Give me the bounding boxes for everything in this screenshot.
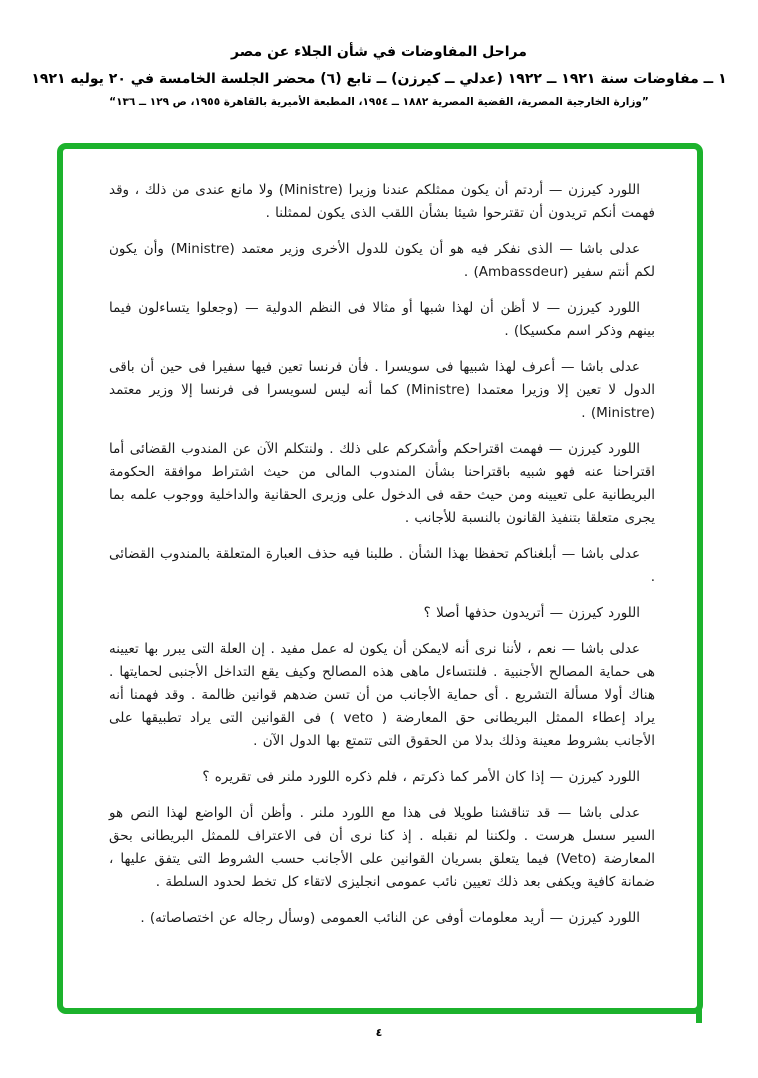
dialogue-paragraph <box>109 238 655 284</box>
dash-separator: — <box>552 241 580 257</box>
dash-separator: — <box>544 605 569 621</box>
dialogue-text: أبلغناكم تحفظا بهذا الشأن . طلبنا فيه حذف العبارة المتعلقة بالمندوب القضائى . <box>109 546 655 585</box>
page-number: ٤ <box>375 1026 383 1039</box>
dialogue-text: الذى نفكر فيه هو أن يكون للدول الأخرى وزير معتمد (Ministre) وأن يكون لكم أنتم سفير (Ambassdeur) . <box>109 241 655 280</box>
dash-separator: — <box>539 300 567 316</box>
dialogue-paragraph <box>109 602 655 625</box>
dash-separator: — <box>543 441 569 457</box>
dialogue-paragraph <box>109 638 655 753</box>
dialogue-paragraph <box>109 907 655 930</box>
dialogue-paragraph <box>109 766 655 789</box>
speaker-name: اللورد كيرزن <box>568 769 640 785</box>
speaker-name: اللورد كيرزن <box>568 182 641 198</box>
dialogue-paragraph <box>109 356 655 425</box>
dialogue-paragraph <box>109 179 655 225</box>
dialogue-paragraph <box>109 543 655 589</box>
document-header <box>0 44 758 108</box>
speaker-name: عدلى باشا <box>580 546 641 562</box>
page-subtitle: ١ ــ مفاوضات سنة ١٩٢١ ــ ١٩٢٢ (عدلي ــ كيرزن) ــ تابع (٦) محضر الجلسة الخامسة في ٢٠ يوليه ١٩٢١ <box>31 71 727 87</box>
speaker-name: اللورد كيرزن <box>568 441 640 457</box>
dash-separator: — <box>556 641 581 657</box>
dialogue-paragraph <box>109 802 655 894</box>
dialogue-paragraph <box>109 438 655 530</box>
dialogue-text: إذا كان الأمر كما ذكرتم ، فلم ذكره اللورد ملنر فى تقريره ؟ <box>202 769 545 785</box>
dialogue-paragraph <box>109 297 655 343</box>
dialogue-text: قد تناقشنا طويلا فى هذا مع اللورد ملنر . وأظن أن الواضع لهذا النص هو السير سسل هرست . ولكننا لم نقبله . إذ كنا نرى أن فى الاعتراف للممثل البريطانى بحق المعارضة (Veto) فيما يتعلق بسريان القوانين على الأجانب حسب الشروط التى يتفق عليها ، ضمانة كافية ويكفى بعد ذلك تعيين نائب عمومى انجليزى لاتقاء كل تخط لحدود السلطة . <box>109 805 655 890</box>
speaker-name: اللورد كيرزن <box>566 300 641 316</box>
speaker-name: عدلى باشا <box>580 359 640 375</box>
speaker-name: اللورد كيرزن <box>568 605 640 621</box>
dash-separator: — <box>550 805 579 821</box>
speaker-name: عدلى باشا <box>580 641 640 657</box>
dialogue-text: لا أظن أن لهذا شبها أو مثالا فى النظم الدولية — (وجعلوا يتساءلون فيما بينهم وذكر اسم مكسيكا) . <box>109 300 655 339</box>
dialogue-text: أتريدون حذفها أصلا ؟ <box>423 605 545 621</box>
dash-separator: — <box>556 546 581 562</box>
dash-separator: — <box>544 910 569 926</box>
speaker-name: اللورد كيرزن <box>568 910 640 926</box>
dialogue-text: أريد معلومات أوفى عن النائب العمومى (وسأل رجاله عن اختصاصاته) . <box>140 910 545 926</box>
speaker-name: عدلى باشا <box>578 805 640 821</box>
page-title: مراحل المفاوضات في شأن الجلاء عن مصر <box>231 44 527 60</box>
dash-separator: — <box>543 182 569 198</box>
dialogue-body <box>109 179 655 930</box>
dialogue-text: أردتم أن يكون ممثلكم عندنا وزيرا (Ministre) ولا مانع عندى من ذلك ، وقد فهمت أنكم تريدون أن تقترحوا شيئا بشأن اللقب الذى يكون لممثلنا . <box>109 182 655 221</box>
dash-separator: — <box>555 359 581 375</box>
speaker-name: عدلى باشا <box>579 241 641 257</box>
dialogue-text: نعم ، لأننا نرى أنه لايمكن أن يكون له عمل مفيد . إن العلة التى يبرر بها تعيينه هى حماية المصالح الأجنبية . فلنتساءل ماهى هذه المصالح وكيف يقع التداخل الأجنبى لحمايتها . هناك أولا مسألة التشريع . أى حماية الأجانب من أن تسن ضدهم قوانين ظالمة . وقد فهمنا أنه يراد إعطاء الممثل البريطانى حق المعارضة ( veto ) فى القوانين التى يراد تطبيقها على الأجانب بشروط معينة وذلك بدلا من الحقوق التى تتمتع بها الدول الآن . <box>109 641 655 749</box>
dialogue-text: أعرف لهذا شبيها فى سويسرا . فأن فرنسا تعين فيها سفيرا فى حين أن باقى الدول لا تعين إلا وزيرا معتمدا (Ministre) كما أنه ليس لسويسرا فى فرنسا إلا وزير معتمد (Ministre) . <box>109 359 655 421</box>
source-citation: ”وزارة الخارجية المصرية، القضية المصرية ١٨٨٢ ــ ١٩٥٤، المطبعة الأميرية بالقاهرة ١٩٥٥، ص ١٢٩ ــ ١٣٦“ <box>109 96 649 108</box>
dash-separator: — <box>544 769 569 785</box>
dialogue-text: فهمت اقتراحكم وأشكركم على ذلك . ولنتكلم الآن عن المندوب القضائى أما اقتراحنا عنه فهو شبيه باقتراحنا بشأن المندوب المالى من حيث اشتراط موافقة الحكومة البريطانية على تعيينه ومن حيث حقه فى الدخول على وزيرى الحقانية والداخلية ووجوب علمه بما يجرى متعلقا بتنفيذ القانون بالنسبة للأجانب . <box>109 441 655 526</box>
highlight-annotation-box <box>57 143 703 1014</box>
box-corner-overshoot-mark <box>696 1007 702 1023</box>
